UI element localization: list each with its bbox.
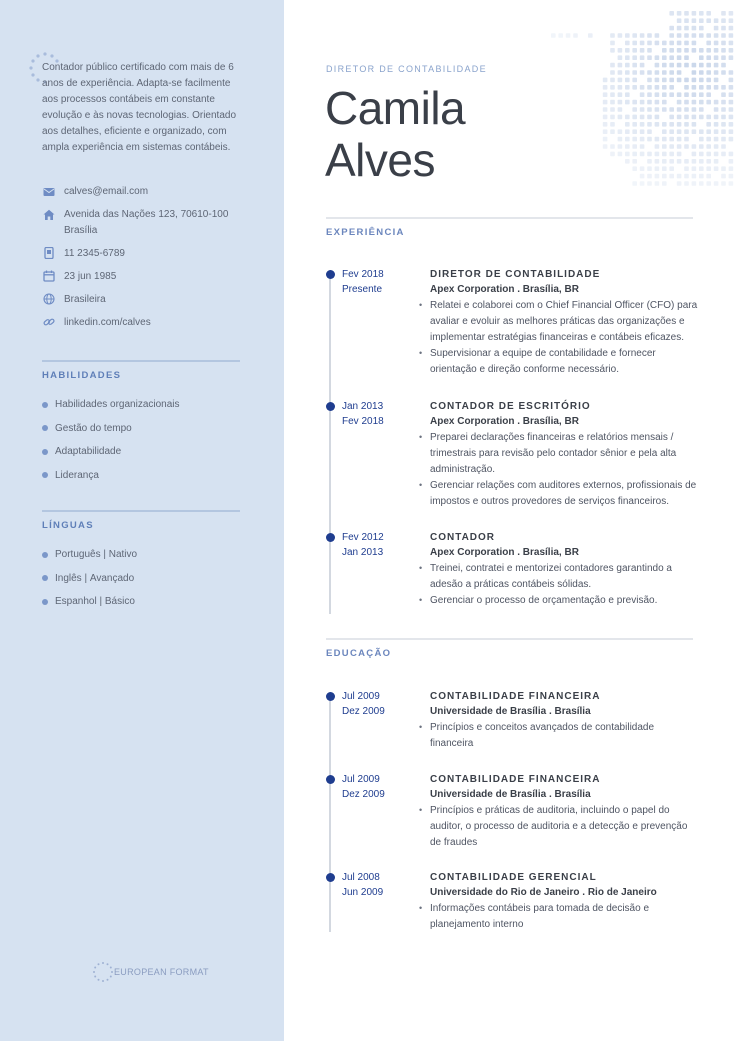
entry-title: CONTADOR (430, 532, 496, 543)
experience-entry (418, 399, 698, 510)
nationality-text: Brasileira (64, 293, 106, 305)
timeline-dot (326, 873, 335, 882)
skills-list (42, 393, 242, 487)
bullet-text: • Gerenciar relações com auditores externos, profissionais de impostos e outros provedores de serviços financeiros. (418, 478, 698, 510)
dotted-map-decoration (548, 8, 736, 186)
end-date: Presente (342, 284, 383, 295)
list-item (42, 440, 242, 464)
entry-dates (342, 399, 384, 429)
bullet-text: • Preparei declarações financeiras e relatórios mensais / trimestrais para revisão pelo contador sênior e pela alta administração. (418, 430, 698, 477)
education-timeline (329, 692, 331, 932)
sidebar-divider (42, 360, 240, 362)
list-item (42, 417, 242, 441)
birthdate-text: 23 jun 1985 (64, 270, 117, 282)
experience-timeline (329, 270, 331, 614)
phone-text: 11 2345-6789 (64, 247, 125, 259)
bullet-icon (42, 449, 48, 455)
bullet-text: • Princípios e conceitos avançados de contabilidade financeira (418, 720, 698, 752)
entry-org: Apex Corporation . Brasília, BR (430, 284, 579, 295)
start-date: Fev 2012 (342, 532, 384, 543)
start-date: Jul 2009 (342, 691, 380, 702)
timeline-dot (326, 402, 335, 411)
bullet-text: • Relatei e colaborei com o Chief Financial Officer (CFO) para avaliar e evoluir as melhores práticas das organizações e implementar estratégias financeiras e contábeis eficazes. (418, 298, 698, 345)
end-date: Dez 2009 (342, 706, 385, 717)
entry-bullets (418, 901, 698, 933)
first-name: Camila (325, 82, 466, 134)
skills-heading: HABILIDADES (42, 370, 122, 381)
contact-address (42, 207, 242, 238)
sidebar-divider (42, 510, 240, 512)
entry-bullets (418, 430, 698, 509)
entry-title: DIRETOR DE CONTABILIDADE (430, 269, 601, 280)
org-location: Brasília, BR (522, 547, 579, 558)
list-item (42, 393, 242, 417)
languages-list (42, 543, 242, 614)
entry-title: CONTABILIDADE FINANCEIRA (430, 691, 601, 702)
section-divider (326, 217, 693, 219)
contact-phone[interactable] (42, 246, 242, 262)
entry-org: Universidade do Rio de Janeiro . Rio de Janeiro (430, 887, 657, 898)
skill-label: Adaptabilidade (55, 446, 122, 458)
language-name: Espanhol (55, 596, 97, 608)
email-icon (42, 184, 56, 199)
start-date: Fev 2018 (342, 269, 384, 280)
end-date: Fev 2018 (342, 416, 384, 427)
entry-dates (342, 689, 385, 719)
entry-bullets (418, 561, 698, 609)
contact-email[interactable] (42, 184, 242, 200)
contact-nationality (42, 292, 242, 308)
org-name: Universidade do Rio de Janeiro (430, 887, 580, 898)
education-heading: EDUCAÇÃO (326, 648, 392, 659)
timeline-dot (326, 270, 335, 279)
skill-label: Gestão do tempo (55, 422, 132, 434)
org-location: Brasília, BR (522, 416, 579, 427)
org-name: Universidade de Brasília (430, 789, 547, 800)
education-entry (418, 772, 698, 851)
end-date: Dez 2009 (342, 789, 385, 800)
profile-summary: Contador público certificado com mais de 6 anos de experiência. Adapta-se facilmente aos processos contábeis em constante evolução e às novas tecnologias. Orientado aos detalhes, eficiente e organizado, com ampla experiência em sistemas contábeis. (42, 62, 237, 153)
experience-heading: EXPERIÊNCIA (326, 227, 405, 238)
timeline-dot (326, 533, 335, 542)
entry-bullets (418, 298, 698, 377)
org-location: Brasília, BR (522, 284, 579, 295)
experience-entry (418, 267, 698, 378)
last-name: Alves (325, 134, 435, 186)
start-date: Jan 2013 (342, 401, 384, 412)
bullet-icon (42, 472, 48, 478)
start-date: Jul 2009 (342, 774, 380, 785)
bullet-icon (42, 402, 48, 408)
language-name: Português (55, 549, 101, 561)
european-format-logo (92, 961, 209, 983)
logo-text: EUROPEAN FORMAT (114, 967, 209, 977)
list-item: Inglês | Avançado (42, 567, 242, 591)
entry-dates (342, 870, 383, 900)
bullet-icon (42, 575, 48, 581)
timeline-dot (326, 692, 335, 701)
language-level: Nativo (108, 549, 138, 561)
globe-icon (42, 292, 56, 307)
org-name: Apex Corporation (430, 416, 515, 427)
link-icon (42, 315, 56, 330)
org-name: Apex Corporation (430, 284, 515, 295)
contact-linkedin[interactable] (42, 315, 242, 331)
end-date: Jun 2009 (342, 887, 384, 898)
entry-dates (342, 267, 384, 297)
org-location: Brasília (554, 706, 591, 717)
org-location: Rio de Janeiro (587, 887, 657, 898)
bullet-text: • Princípios e práticas de auditoria, incluindo o papel do auditor, o processo de auditoria e a detecção e prevenção de fraudes (418, 803, 698, 850)
entry-bullets (418, 720, 698, 752)
address-text (64, 207, 228, 238)
bullet-icon (42, 599, 48, 605)
entry-org: Apex Corporation . Brasília, BR (430, 416, 579, 427)
entry-dates (342, 530, 384, 560)
linkedin-text: linkedin.com/calves (64, 316, 151, 328)
org-name: Apex Corporation (430, 547, 515, 558)
language-level: Básico (104, 596, 135, 608)
timeline-dot (326, 775, 335, 784)
home-icon (42, 207, 56, 222)
sidebar (0, 0, 284, 1041)
list-item: Português | Nativo (42, 543, 242, 567)
bullet-icon (42, 425, 48, 431)
contact-list (42, 184, 242, 338)
bullet-text: • Treinei, contratei e mentorizei contadores garantindo a adesão a práticas contábeis sólidas. (418, 561, 698, 593)
entry-org: Universidade de Brasília . Brasília (430, 706, 591, 717)
stars-circle-icon (92, 961, 114, 983)
entry-title: CONTADOR DE ESCRITÓRIO (430, 401, 591, 412)
entry-title: CONTABILIDADE GERENCIAL (430, 872, 597, 883)
entry-org: Apex Corporation . Brasília, BR (430, 547, 579, 558)
entry-bullets (418, 803, 698, 850)
language-name: Inglês (55, 572, 82, 584)
education-entry (418, 870, 698, 933)
org-location: Brasília (554, 789, 591, 800)
entry-title: CONTABILIDADE FINANCEIRA (430, 774, 601, 785)
language-level: Avançado (89, 572, 135, 584)
phone-icon (42, 246, 56, 261)
job-title: DIRETOR DE CONTABILIDADE (326, 64, 487, 74)
full-name (325, 82, 465, 186)
contact-birthdate (42, 269, 242, 285)
bullet-icon (42, 552, 48, 558)
languages-heading: LÍNGUAS (42, 520, 94, 531)
bullet-text: • Informações contábeis para tomada de decisão e planejamento interno (418, 901, 698, 933)
entry-dates (342, 772, 385, 802)
section-divider (326, 638, 693, 640)
org-name: Universidade de Brasília (430, 706, 547, 717)
experience-entry (418, 530, 698, 609)
start-date: Jul 2008 (342, 872, 380, 883)
bullet-text: • Supervisionar a equipe de contabilidade e fornecer orientação e direção conforme necessário. (418, 346, 698, 378)
bullet-text: • Gerenciar o processo de orçamentação e previsão. (418, 593, 698, 609)
list-item (42, 464, 242, 488)
entry-org: Universidade de Brasília . Brasília (430, 789, 591, 800)
calendar-icon (42, 269, 56, 284)
address-line2: Brasília (64, 224, 98, 236)
address-line1: Avenida das Nações 123, 70610-100 (64, 209, 229, 220)
list-item: Espanhol | Básico (42, 590, 242, 614)
skill-label: Habilidades organizacionais (55, 399, 180, 411)
email-text: calves@email.com (64, 186, 149, 197)
education-entry (418, 689, 698, 752)
skill-label: Liderança (55, 469, 99, 481)
end-date: Jan 2013 (342, 547, 384, 558)
